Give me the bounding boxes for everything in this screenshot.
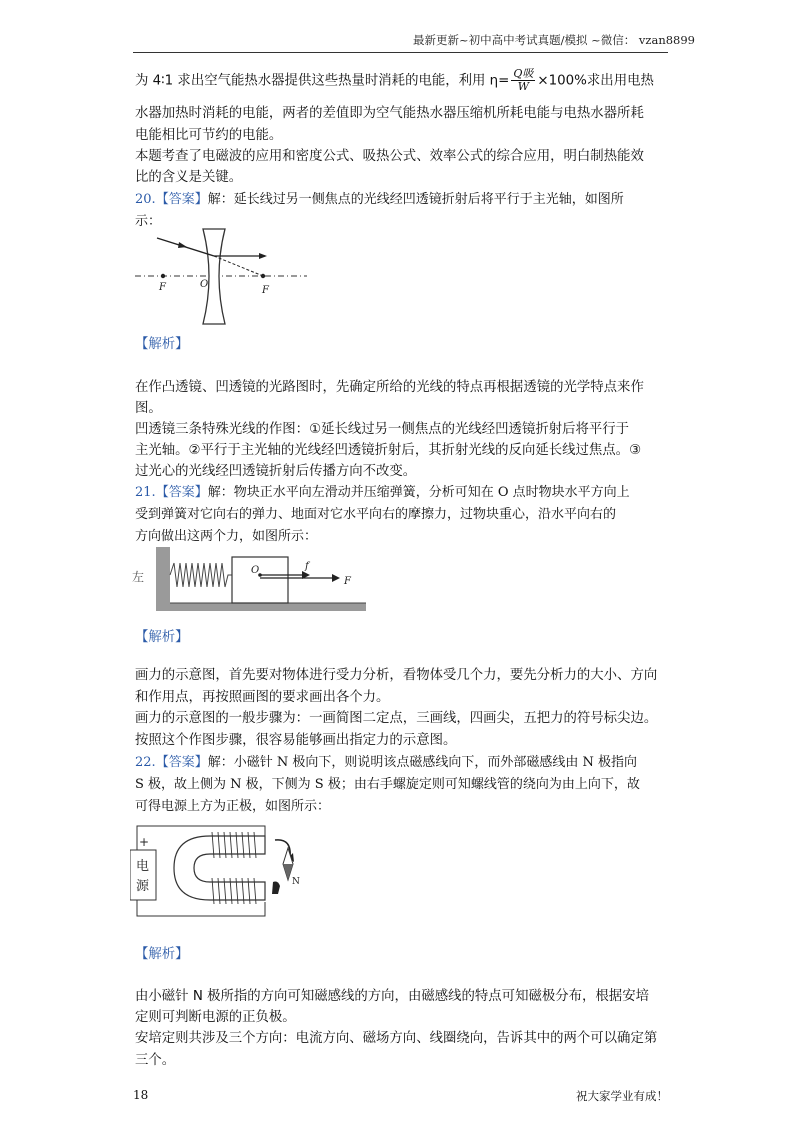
label-f: f xyxy=(305,561,309,572)
label-n: N xyxy=(292,877,300,887)
q21-ex4: 按照这个作图步骤，很容易能够画出指定力的示意图。 xyxy=(135,733,457,748)
header-divider xyxy=(133,52,668,53)
extension-line xyxy=(214,256,263,276)
q22-answer-tag: 【答案】 xyxy=(155,755,208,770)
q21-text1: 解：物块正水平向左滑动并压缩弹簧，分析可知在 O 点时物块水平方向上 xyxy=(207,485,630,500)
q22-answer-line1 xyxy=(135,752,637,774)
q20-ex3: 凹透镜三条特殊光线的作图：①延长线过另一侧焦点的光线经凹透镜折射后将平行于 xyxy=(135,422,630,437)
source-char1: 电 xyxy=(136,859,150,874)
page-number: 18 xyxy=(133,1088,149,1102)
source-char2: 源 xyxy=(136,879,150,894)
para1-line2: 水器加热时消耗的电能，两者的差值即为空气能热水器压缩机所耗电能与电热水器所耗 xyxy=(135,106,644,121)
fraction-numerator: Q吸 xyxy=(513,67,534,80)
label-f-right: F xyxy=(262,285,269,296)
page-header: 最新更新~初中高中考试真题/模拟 ~微信： vzan8899 xyxy=(412,33,695,47)
label-o: O xyxy=(251,565,260,576)
para1-line1-a: 为 4∶1 求出空气能热水器提供这些热量时消耗的电能，利用 η= xyxy=(135,73,510,89)
force-big-f-arrow xyxy=(332,574,340,582)
refracted-arrow xyxy=(259,253,267,259)
q20-jiexi-label: 【解析】 xyxy=(135,337,189,352)
q21-ex3: 画力的示意图的一般步骤为：一画简图二定点，三画线，四画尖，五把力的符号标尖边。 xyxy=(135,711,658,726)
q22-ex1: 由小磁针 N 极所指的方向可知磁感线的方向，由磁感线的特点可知磁极分布，根据安培 xyxy=(135,989,649,1004)
q21-answer-line1 xyxy=(135,482,630,504)
label-big-f: F xyxy=(344,576,351,587)
para1-line1 xyxy=(135,68,654,93)
q20-answer-tag: 【答案】 xyxy=(155,192,208,207)
footer-slogan: 祝大家学业有成！ xyxy=(576,1089,668,1103)
q20-ex5: 过光心的光线经凹透镜折射后传播方向不改变。 xyxy=(135,464,417,479)
block xyxy=(232,557,288,603)
q20-ex1: 在作凸透镜、凹透镜的光路图时，先确定所给的光线的特点再根据透镜的光学特点来作 xyxy=(135,380,644,395)
label-left: 左 xyxy=(132,570,145,584)
para1-line1-b: ×100%求出用电热 xyxy=(537,73,654,89)
q20-answer-line2: 示： xyxy=(135,214,162,229)
q21-ex2: 和作用点，再按照画图的要求画出各个力。 xyxy=(135,690,390,705)
para1-line5: 比的含义是关键。 xyxy=(135,170,243,185)
concave-lens xyxy=(203,229,225,324)
spring-block-diagram xyxy=(130,545,370,615)
q22-ex3: 安培定则共涉及三个方向：电流方向、磁场方向、线圈绕向，告诉其中的两个可以确定第 xyxy=(135,1031,658,1046)
efficiency-fraction xyxy=(511,68,535,93)
focus-right xyxy=(261,274,265,278)
q21-answer-line2: 受到弹簧对它向右的弹力、地面对它水平向右的摩擦力，过物块重心，沿水平向右的 xyxy=(135,507,617,522)
label-o: O xyxy=(200,279,209,290)
q20-number: 20. xyxy=(135,192,156,207)
concave-lens-diagram xyxy=(135,226,315,328)
q22-number: 22. xyxy=(135,755,156,770)
u-shaped-core xyxy=(174,836,265,900)
plus-sign: + xyxy=(139,835,150,849)
para1-line4: 本题考查了电磁波的应用和密度公式、吸热公式、效率公式的综合应用，明白制热能效 xyxy=(135,149,644,164)
q22-ex2: 定则可判断电源的正负极。 xyxy=(135,1010,296,1025)
q21-answer-tag: 【答案】 xyxy=(155,485,208,500)
q22-answer-line3: 可得电源上方为正极，如图所示： xyxy=(135,799,331,814)
hand-shape xyxy=(272,882,280,895)
fraction-denominator: W xyxy=(517,80,530,93)
label-f-left: F xyxy=(159,282,166,293)
q22-ex4: 三个。 xyxy=(135,1053,176,1068)
q21-jiexi-label: 【解析】 xyxy=(135,630,189,645)
q22-answer-line2: S 极，故上侧为 N 极，下侧为 S 极；由右手螺旋定则可知螺线管的绕向为由上向下，故 xyxy=(135,777,640,792)
q22-text1: 解：小磁针 N 极向下，则说明该点磁感线向下，而外部磁感线由 N 极指向 xyxy=(207,755,637,770)
q20-text1: 解：延长线过另一侧焦点的光线经凹透镜折射后将平行于主光轴，如图所 xyxy=(207,192,624,207)
q20-ex2: 图。 xyxy=(135,401,162,416)
q20-answer-line1 xyxy=(135,189,624,211)
q21-number: 21. xyxy=(135,485,156,500)
incident-arrow xyxy=(178,242,187,248)
q20-ex4: 主光轴。②平行于主光轴的光线经凹透镜折射后，其折射光线的反向延长线过焦点。③ xyxy=(135,443,642,458)
focus-left xyxy=(161,274,165,278)
wall xyxy=(156,547,170,609)
q21-ex1: 画力的示意图，首先要对物体进行受力分析，看物体受几个力，要先分析力的大小、方向 xyxy=(135,668,658,683)
electromagnet-diagram xyxy=(130,818,320,918)
para1-line3: 电能相比可节约的电能。 xyxy=(135,128,283,143)
ground xyxy=(156,603,366,611)
q22-jiexi-label: 【解析】 xyxy=(135,947,189,962)
q21-answer-line3: 方向做出这两个力，如图所示： xyxy=(135,529,318,544)
spring xyxy=(170,563,232,587)
